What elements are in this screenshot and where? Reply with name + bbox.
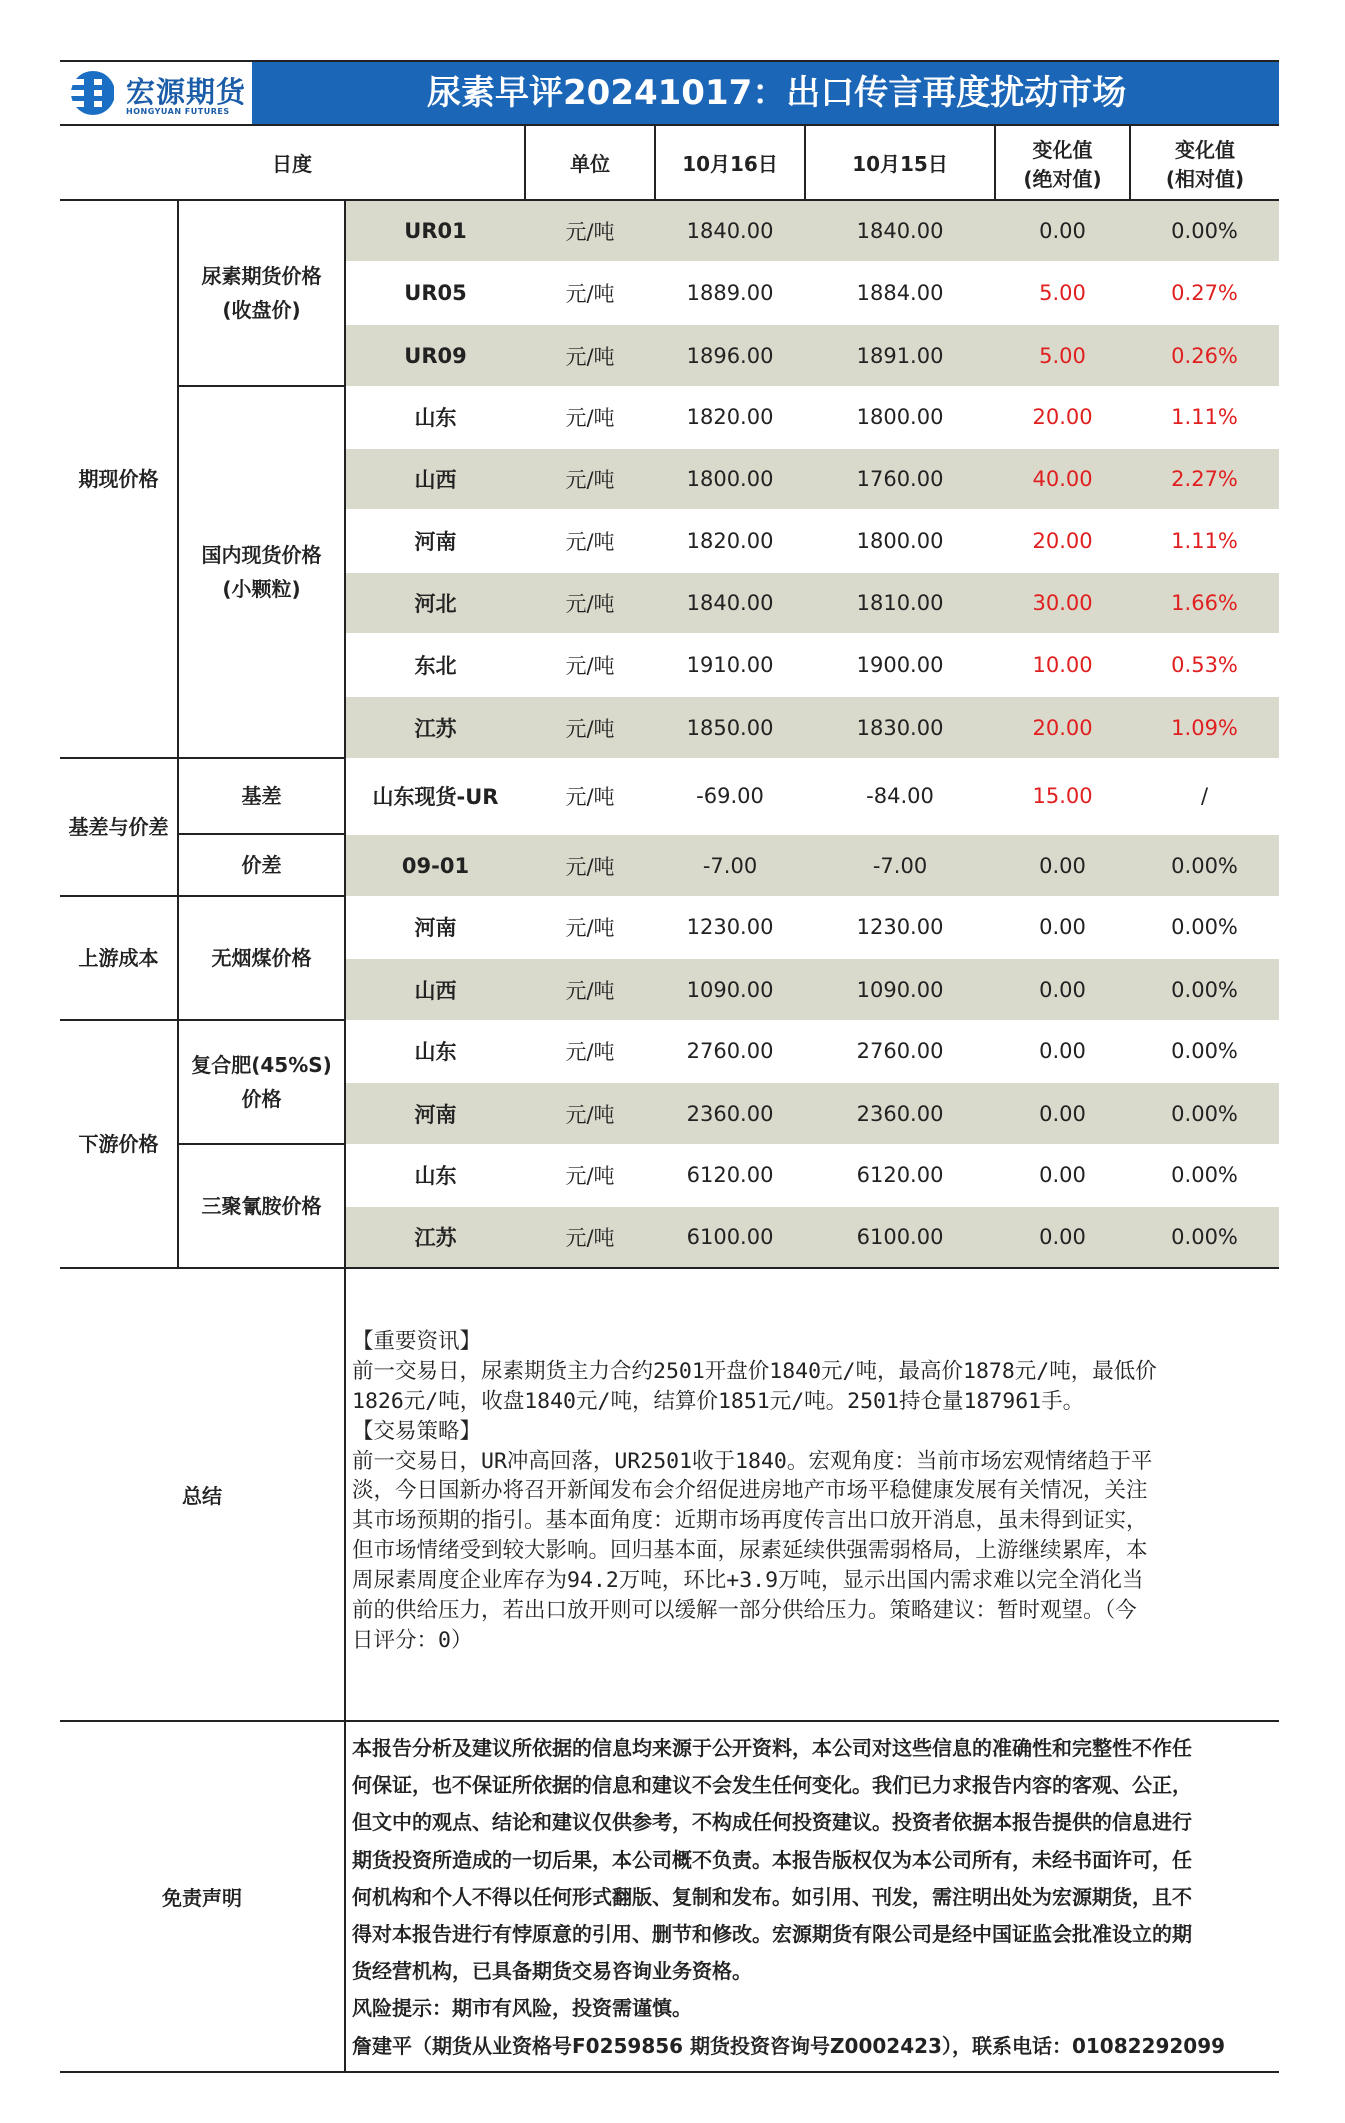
cell-rel: 0.00% bbox=[1130, 1082, 1279, 1144]
cell-rel: 0.00% bbox=[1130, 958, 1279, 1020]
sub-label-anthracite: 无烟煤价格 bbox=[178, 896, 345, 1020]
cell-item: UR05 bbox=[345, 262, 525, 324]
header-unit: 单位 bbox=[525, 125, 655, 200]
cell-date2: -7.00 bbox=[805, 834, 995, 896]
cell-item: 东北 bbox=[345, 634, 525, 696]
cell-item: 山东 bbox=[345, 1144, 525, 1206]
cell-date1: 1090.00 bbox=[655, 958, 805, 1020]
cell-date1: -7.00 bbox=[655, 834, 805, 896]
group-label-upstream-cost: 上游成本 bbox=[60, 896, 178, 1020]
disclaimer-text bbox=[345, 1721, 1279, 2072]
logo-mark-icon bbox=[68, 68, 114, 118]
sub-label-futures-close bbox=[178, 200, 345, 386]
summary-line: 前的供给压力，若出口放开则可以缓解一部分供给压力。策略建议：暂时观望。（今 bbox=[352, 1597, 1137, 1623]
cell-date2: 1810.00 bbox=[805, 572, 995, 634]
cell-date1: 1910.00 bbox=[655, 634, 805, 696]
cell-unit: 元/吨 bbox=[525, 958, 655, 1020]
table-row bbox=[60, 834, 1279, 896]
header-abs-line1: 变化值 bbox=[1032, 137, 1093, 162]
cell-date2: 1840.00 bbox=[805, 200, 995, 262]
cell-date1: 1896.00 bbox=[655, 324, 805, 386]
cell-abs: 30.00 bbox=[995, 572, 1130, 634]
sub-label-line2: (小颗粒) bbox=[222, 577, 301, 601]
disclaimer-label: 免责声明 bbox=[60, 1721, 345, 2072]
cell-rel: 1.11% bbox=[1130, 510, 1279, 572]
cell-date1: -69.00 bbox=[655, 758, 805, 834]
cell-date2: -84.00 bbox=[805, 758, 995, 834]
cell-date1: 1840.00 bbox=[655, 200, 805, 262]
logo-cn-text: 宏源期货 bbox=[126, 75, 247, 109]
cell-item: 江苏 bbox=[345, 1206, 525, 1268]
cell-unit: 元/吨 bbox=[525, 1082, 655, 1144]
cell-date2: 1830.00 bbox=[805, 696, 995, 758]
cell-unit: 元/吨 bbox=[525, 448, 655, 510]
header-rel-line1: 变化值 bbox=[1175, 137, 1236, 162]
summary-line: 其市场预期的指引。基本面角度：近期市场再度传言出口放开消息，虽未得到证实， bbox=[352, 1508, 1148, 1534]
summary-line: 【重要资讯】 bbox=[352, 1329, 482, 1354]
sub-label-basis: 基差 bbox=[178, 758, 345, 834]
header-date1: 10月16日 bbox=[655, 125, 805, 200]
cell-unit: 元/吨 bbox=[525, 1206, 655, 1268]
summary-line: 周尿素周度企业库存为94.2万吨，环比+3.9万吨，显示出国内需求难以完全消化当 bbox=[352, 1568, 1144, 1593]
cell-item: 山西 bbox=[345, 958, 525, 1020]
cell-date2: 6120.00 bbox=[805, 1144, 995, 1206]
cell-date2: 1800.00 bbox=[805, 386, 995, 448]
group-label-basis-spread: 基差与价差 bbox=[60, 758, 178, 896]
header-abs-line2: (绝对值) bbox=[1023, 166, 1102, 191]
sub-label-line1: 国内现货价格 bbox=[201, 543, 322, 567]
table-row bbox=[60, 200, 1279, 262]
header-date2: 10月15日 bbox=[805, 125, 995, 200]
header-abs-change bbox=[995, 125, 1130, 200]
disclaimer-line: 何机构和个人不得以任何形式翻版、复制和发布。如引用、刊发，需注明出处为宏源期货，且不 bbox=[352, 1884, 1192, 1909]
summary-line: 但市场情绪受到较大影响。回归基本面，尿素延续供强需弱格局，上游继续累库，本 bbox=[352, 1538, 1148, 1564]
cell-date1: 6100.00 bbox=[655, 1206, 805, 1268]
cell-date1: 1850.00 bbox=[655, 696, 805, 758]
cell-abs: 0.00 bbox=[995, 958, 1130, 1020]
cell-item: 河南 bbox=[345, 1082, 525, 1144]
sub-label-melamine: 三聚氰胺价格 bbox=[178, 1144, 345, 1268]
cell-item: 河南 bbox=[345, 896, 525, 958]
cell-abs: 10.00 bbox=[995, 634, 1130, 696]
cell-abs: 15.00 bbox=[995, 758, 1130, 834]
cell-rel: 0.00% bbox=[1130, 1206, 1279, 1268]
disclaimer-line: 货经营机构，已具备期货交易咨询业务资格。 bbox=[352, 1959, 752, 1984]
cell-abs: 0.00 bbox=[995, 834, 1130, 896]
cell-abs: 0.00 bbox=[995, 1082, 1130, 1144]
summary-line: 前一交易日，UR冲高回落，UR2501收于1840。宏观角度：当前市场宏观情绪趋于平 bbox=[352, 1448, 1153, 1474]
cell-rel: 0.00% bbox=[1130, 200, 1279, 262]
header-rel-change bbox=[1130, 125, 1279, 200]
group-label-downstream: 下游价格 bbox=[60, 1020, 178, 1268]
cell-rel: / bbox=[1130, 758, 1279, 834]
cell-item: 河北 bbox=[345, 572, 525, 634]
summary-row bbox=[60, 1268, 1279, 1721]
cell-date2: 1090.00 bbox=[805, 958, 995, 1020]
cell-rel: 0.00% bbox=[1130, 896, 1279, 958]
cell-abs: 0.00 bbox=[995, 1020, 1130, 1082]
cell-date2: 2760.00 bbox=[805, 1020, 995, 1082]
table-row bbox=[60, 1144, 1279, 1206]
cell-unit: 元/吨 bbox=[525, 572, 655, 634]
cell-date2: 2360.00 bbox=[805, 1082, 995, 1144]
cell-unit: 元/吨 bbox=[525, 758, 655, 834]
disclaimer-line: 期货投资所造成的一切后果，本公司概不负责。本报告版权仅为本公司所有，未经书面许可，任 bbox=[352, 1847, 1192, 1872]
cell-rel: 0.53% bbox=[1130, 634, 1279, 696]
cell-date2: 1891.00 bbox=[805, 324, 995, 386]
summary-line: 淡，今日国新办将召开新闻发布会介绍促进房地产市场平稳健康发展有关情况，关注 bbox=[352, 1478, 1148, 1504]
cell-unit: 元/吨 bbox=[525, 1144, 655, 1206]
cell-item: UR01 bbox=[345, 200, 525, 262]
cell-unit: 元/吨 bbox=[525, 200, 655, 262]
cell-date2: 1800.00 bbox=[805, 510, 995, 572]
price-table bbox=[60, 124, 1279, 2073]
cell-date1: 1800.00 bbox=[655, 448, 805, 510]
sub-label-line1: 复合肥(45%S) bbox=[191, 1053, 332, 1077]
cell-item: 山东 bbox=[345, 1020, 525, 1082]
cell-rel: 0.00% bbox=[1130, 1144, 1279, 1206]
table-row bbox=[60, 386, 1279, 448]
title-bar bbox=[60, 60, 1279, 124]
cell-abs: 5.00 bbox=[995, 324, 1130, 386]
cell-abs: 20.00 bbox=[995, 386, 1130, 448]
disclaimer-line: 得对本报告进行有悖原意的引用、删节和修改。宏源期货有限公司是经中国证监会批准设立的期 bbox=[352, 1921, 1192, 1946]
cell-rel: 0.00% bbox=[1130, 834, 1279, 896]
cell-date1: 6120.00 bbox=[655, 1144, 805, 1206]
cell-date1: 2760.00 bbox=[655, 1020, 805, 1082]
cell-date1: 1230.00 bbox=[655, 896, 805, 958]
disclaimer-row bbox=[60, 1721, 1279, 2072]
cell-date1: 1820.00 bbox=[655, 510, 805, 572]
cell-date2: 1884.00 bbox=[805, 262, 995, 324]
summary-label: 总结 bbox=[60, 1268, 345, 1721]
table-row bbox=[60, 1020, 1279, 1082]
cell-abs: 0.00 bbox=[995, 1144, 1130, 1206]
cell-unit: 元/吨 bbox=[525, 696, 655, 758]
cell-abs: 40.00 bbox=[995, 448, 1130, 510]
cell-item: 山东 bbox=[345, 386, 525, 448]
disclaimer-line: 詹建平（期货从业资格号F0259856 期货投资咨询号Z0002423），联系电话：01082292099 bbox=[352, 2033, 1226, 2058]
sub-label-line2: (收盘价) bbox=[222, 298, 301, 322]
report-title: 尿素早评20241017：出口传言再度扰动市场 bbox=[252, 62, 1279, 124]
cell-unit: 元/吨 bbox=[525, 1020, 655, 1082]
cell-rel: 2.27% bbox=[1130, 448, 1279, 510]
summary-line: 1826元/吨，收盘1840元/吨，结算价1851元/吨。2501持仓量187961手。 bbox=[352, 1388, 1085, 1414]
cell-rel: 0.00% bbox=[1130, 1020, 1279, 1082]
sub-label-compound-fertilizer bbox=[178, 1020, 345, 1144]
cell-item: 09-01 bbox=[345, 834, 525, 896]
summary-line: 前一交易日，尿素期货主力合约2501开盘价1840元/吨，最高价1878元/吨，最低价 bbox=[352, 1358, 1157, 1384]
cell-unit: 元/吨 bbox=[525, 386, 655, 448]
sub-label-domestic-spot bbox=[178, 386, 345, 758]
cell-item: 江苏 bbox=[345, 696, 525, 758]
table-row bbox=[60, 758, 1279, 834]
cell-date2: 1230.00 bbox=[805, 896, 995, 958]
disclaimer-line: 风险提示：期市有风险，投资需谨慎。 bbox=[352, 1996, 692, 2021]
header-rel-line2: (相对值) bbox=[1165, 166, 1245, 191]
company-logo bbox=[60, 62, 252, 124]
disclaimer-line: 但文中的观点、结论和建议仅供参考，不构成任何投资建议。投资者依据本报告提供的信息进行 bbox=[352, 1810, 1192, 1835]
cell-date2: 1900.00 bbox=[805, 634, 995, 696]
cell-unit: 元/吨 bbox=[525, 896, 655, 958]
cell-date1: 2360.00 bbox=[655, 1082, 805, 1144]
cell-abs: 0.00 bbox=[995, 200, 1130, 262]
cell-unit: 元/吨 bbox=[525, 834, 655, 896]
cell-rel: 0.27% bbox=[1130, 262, 1279, 324]
cell-unit: 元/吨 bbox=[525, 510, 655, 572]
disclaimer-line: 本报告分析及建议所依据的信息均来源于公开资料，本公司对这些信息的准确性和完整性不作任 bbox=[352, 1736, 1192, 1760]
cell-rel: 1.66% bbox=[1130, 572, 1279, 634]
group-label-futures-spot: 期现价格 bbox=[60, 200, 178, 758]
cell-unit: 元/吨 bbox=[525, 634, 655, 696]
report bbox=[60, 60, 1279, 2073]
header-row bbox=[60, 125, 1279, 200]
header-period: 日度 bbox=[60, 125, 525, 200]
sub-label-line2: 价格 bbox=[241, 1087, 282, 1111]
cell-date2: 1760.00 bbox=[805, 448, 995, 510]
cell-rel: 0.26% bbox=[1130, 324, 1279, 386]
summary-text bbox=[345, 1268, 1279, 1721]
sub-label-line1: 尿素期货价格 bbox=[201, 264, 322, 288]
cell-rel: 1.11% bbox=[1130, 386, 1279, 448]
cell-item: 山东现货-UR bbox=[345, 758, 525, 834]
summary-line: 【交易策略】 bbox=[352, 1418, 482, 1444]
cell-unit: 元/吨 bbox=[525, 324, 655, 386]
cell-item: 河南 bbox=[345, 510, 525, 572]
logo-en-text: HONGYUAN FUTURES bbox=[126, 107, 230, 116]
cell-date1: 1889.00 bbox=[655, 262, 805, 324]
cell-abs: 20.00 bbox=[995, 696, 1130, 758]
cell-abs: 20.00 bbox=[995, 510, 1130, 572]
cell-date1: 1840.00 bbox=[655, 572, 805, 634]
disclaimer-line: 何保证，也不保证所依据的信息和建议不会发生任何变化。我们已力求报告内容的客观、公正， bbox=[352, 1773, 1192, 1798]
cell-abs: 0.00 bbox=[995, 896, 1130, 958]
cell-date1: 1820.00 bbox=[655, 386, 805, 448]
cell-abs: 0.00 bbox=[995, 1206, 1130, 1268]
cell-abs: 5.00 bbox=[995, 262, 1130, 324]
cell-date2: 6100.00 bbox=[805, 1206, 995, 1268]
sub-label-spread: 价差 bbox=[178, 834, 345, 896]
cell-unit: 元/吨 bbox=[525, 262, 655, 324]
table-row bbox=[60, 896, 1279, 958]
summary-line: 日评分：0） bbox=[352, 1627, 473, 1653]
cell-item: 山西 bbox=[345, 448, 525, 510]
cell-item: UR09 bbox=[345, 324, 525, 386]
cell-rel: 1.09% bbox=[1130, 696, 1279, 758]
